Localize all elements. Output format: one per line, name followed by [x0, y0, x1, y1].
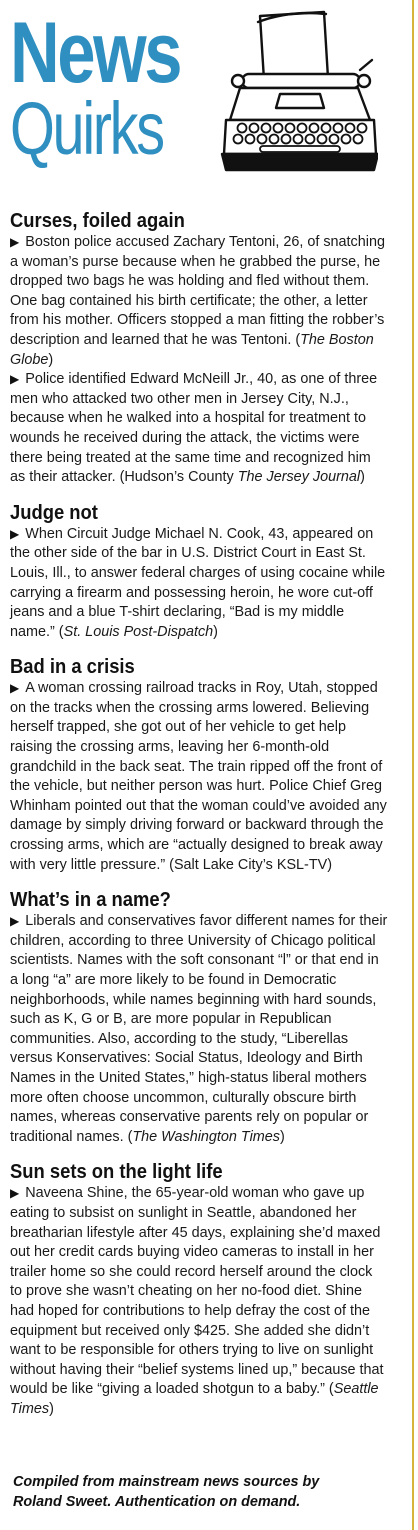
story-item [10, 370, 388, 488]
story-item [10, 525, 388, 643]
source-close: ) [48, 351, 54, 368]
bullet-icon: ▶ [10, 526, 20, 541]
story-headline: Bad in a crisis [10, 656, 135, 679]
source-close: ) [213, 623, 218, 640]
story-text: Boston police accused Zachary Tentoni, 26, of snatching a woman’s purse because when he grabbed the purse, he dropped two bags he was holding and fled without them. One bag contained his birth certificate; the other, a letter from his mother. Officers stopped a man fitting the robber’s description and learned that he was Tentoni. ( [10, 234, 385, 348]
source-credit: Seattle Times [10, 1381, 379, 1417]
source-close: ) [49, 1400, 54, 1417]
story-headline: Judge not [10, 501, 98, 524]
footer-line-1: Compiled from mainstream news sources by [13, 1474, 320, 1490]
story-item [10, 912, 388, 1147]
story-whats-in-a-name [10, 889, 388, 1147]
masthead [10, 5, 405, 183]
source-credit: St. Louis Post-Dispatch [63, 623, 214, 640]
story-text: A woman crossing railroad tracks in Roy, Utah, stopped on the tracks when the crossing arms lowered. Believing herself trapped, she got out of her vehicle to get help raising the crossing arms, leaving her 6-month-old grandchild in the back seat. The train ripped off the front of the vehicle, but neither person was hurt. Police Chief Greg Whinham pointed out that the woman could’ve avoided any damage by simply driving forward or backward through the crossing arms, which are “actually designed to break away with very little pressure.” ( [10, 680, 387, 873]
bullet-icon: ▶ [10, 372, 20, 387]
story-text: Naveena Shine, the 65-year-old woman who gave up eating to subsist on sunlight in Seattle, abandoned her breatharian lifestyle after 45 days, explaining she’d maxed out her credit cards buying video cameras to install in her trailer home so she could record herself around the clock to prove she wasn’t cheating on her no-food diet. Shine had hoped for contributions to help defray the cost of the equipment but received only $425. She added she didn’t want to be responsible for others trying to live on sunlight without having their “belief systems lined up,” because that would be like “giving a loaded shotgun to a baby.” ( [10, 1185, 384, 1398]
masthead-title-news: News [10, 5, 181, 101]
story-text: Liberals and conservatives favor different names for their children, according to three University of Chicago political scientists. Names with the soft consonant “l” or that end in a long “a” are more likely to be found in Democratic neighborhoods, while names beginning with hard sounds, such as K, G or B, are more popular in Republican communities. Also, according to the study, “Liberellas versus Konservatives: Social Status, Ideology and Birth Names in the United States,” high-status liberal mothers more often choose uncommon, culturally obscure birth names, whereas conservative parents rely on popular or traditional names. ( [10, 913, 388, 1145]
story-headline: Curses, foiled again [10, 210, 185, 232]
source-credit-prefix: Salt Lake City’s KSL-TV [173, 856, 328, 873]
story-sun-sets-on-the-light-life [10, 1161, 388, 1419]
source-close: ) [360, 469, 365, 486]
bullet-icon: ▶ [10, 681, 20, 696]
story-headline: Sun sets on the light life [10, 1161, 223, 1184]
story-item [10, 679, 388, 875]
column-rule [412, 0, 414, 1530]
story-judge-not [10, 502, 388, 643]
story-item [10, 1184, 388, 1419]
source-credit-prefix: Hudson’s County [124, 469, 238, 486]
story-text: When Circuit Judge Michael N. Cook, 43, appeared on the other side of the bar in U.S. District Court in East St. Louis, Ill., to answer federal charges of using cocaine while carrying a firearm and possessing heroin, he wore cut-off jeans and a blue T-shirt declaring, “Bad is my middle name.” ( [10, 525, 386, 640]
compiled-by-footer [13, 1472, 393, 1512]
source-close: ) [327, 856, 333, 873]
typewriter-icon [220, 8, 378, 178]
bullet-icon: ▶ [10, 1186, 20, 1201]
story-text: Police identified Edward McNeill Jr., 40, as one of three men who attacked two other men in Jersey City, N.J., because when he walked into a hospital for treatment to wounds he received during the attack, the victims were there being treated at the same time and recognized him as their attacker. ( [10, 371, 378, 486]
story-headline: What’s in a name? [10, 889, 171, 912]
bullet-icon: ▶ [10, 235, 20, 249]
source-close: ) [279, 1128, 285, 1145]
story-item [10, 233, 388, 370]
source-credit: The Washington Times [132, 1128, 280, 1145]
footer-line-2: Roland Sweet. Authentication on demand. [13, 1494, 301, 1510]
news-column [10, 210, 388, 1433]
source-credit: The Boston Globe [10, 331, 374, 368]
bullet-icon: ▶ [10, 914, 20, 929]
masthead-title-quirks: Quirks [10, 87, 163, 170]
source-credit: The Jersey Journal [237, 469, 361, 486]
story-bad-in-a-crisis [10, 656, 388, 875]
story-curses-foiled-again [10, 210, 388, 488]
